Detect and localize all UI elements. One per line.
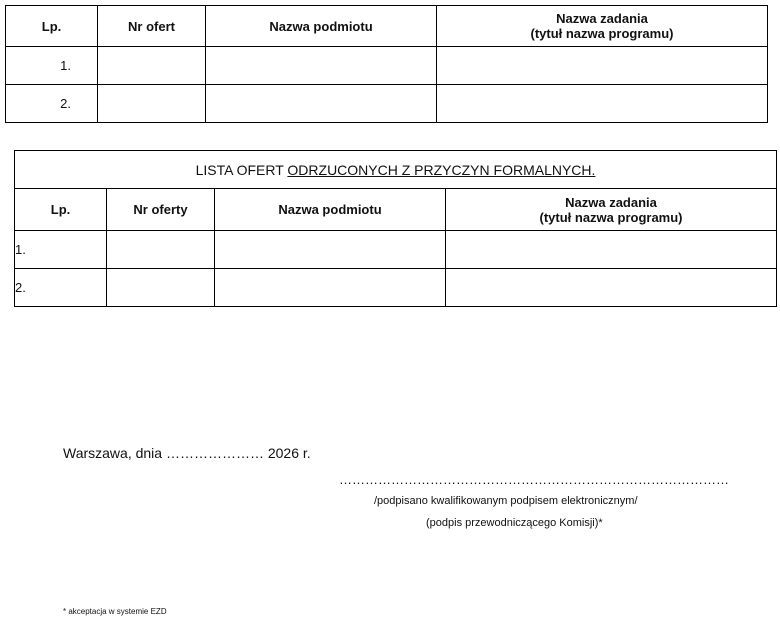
rejected-offers-table bbox=[14, 150, 777, 307]
row-offer-number-cell bbox=[107, 269, 215, 307]
table-row bbox=[15, 269, 777, 307]
footnote: * akceptacja w systemie EZD bbox=[63, 607, 167, 616]
row-task-name-cell bbox=[437, 85, 768, 123]
row-offer-number-cell bbox=[98, 47, 206, 85]
row-offer-number-cell bbox=[107, 231, 215, 269]
table-header-row bbox=[6, 6, 768, 47]
row-lp: 2. bbox=[15, 269, 107, 307]
row-entity-name-cell bbox=[215, 269, 446, 307]
header-task-name bbox=[437, 6, 768, 47]
header-entity-name: Nazwa podmiotu bbox=[206, 6, 437, 47]
header-offer-number: Nr ofert bbox=[98, 6, 206, 47]
header-task-name-line2: (tytuł nazwa programu) bbox=[530, 26, 674, 41]
signature-note: /podpisano kwalifikowanym podpisem elektronicznym/ bbox=[374, 495, 638, 507]
offers-table bbox=[5, 5, 768, 123]
place-date: Warszawa, dnia ………………… 2026 r. bbox=[63, 445, 311, 461]
row-task-name-cell bbox=[437, 47, 768, 85]
signature-line: ……………………………………………………………………………… bbox=[339, 472, 729, 487]
header-lp: Lp. bbox=[15, 189, 107, 231]
table-row bbox=[6, 47, 768, 85]
header-task-name-line2: (tytuł nazwa programu) bbox=[539, 209, 683, 225]
caption-underlined: ODRZUCONYCH Z PRZYCZYN FORMALNYCH. bbox=[287, 161, 596, 178]
signature-role: (podpis przewodniczącego Komisji)* bbox=[426, 517, 603, 529]
table-row bbox=[15, 231, 777, 269]
row-task-name-cell bbox=[446, 231, 777, 269]
header-task-name-line1: Nazwa zadania bbox=[556, 11, 648, 26]
row-entity-name-cell bbox=[215, 231, 446, 269]
row-entity-name-cell bbox=[206, 47, 437, 85]
row-lp: 2. bbox=[6, 85, 98, 123]
header-task-name bbox=[446, 189, 777, 231]
header-offer-number: Nr oferty bbox=[107, 189, 215, 231]
table-caption bbox=[15, 151, 777, 189]
table-caption-row bbox=[15, 151, 777, 189]
row-lp: 1. bbox=[6, 47, 98, 85]
row-lp: 1. bbox=[15, 231, 107, 269]
row-offer-number-cell bbox=[98, 85, 206, 123]
caption-plain: LISTA OFERT bbox=[195, 161, 288, 178]
table-header-row bbox=[15, 189, 777, 231]
table-row bbox=[6, 85, 768, 123]
header-entity-name: Nazwa podmiotu bbox=[215, 189, 446, 231]
header-lp: Lp. bbox=[6, 6, 98, 47]
row-entity-name-cell bbox=[206, 85, 437, 123]
header-task-name-line1: Nazwa zadania bbox=[565, 194, 657, 210]
row-task-name-cell bbox=[446, 269, 777, 307]
